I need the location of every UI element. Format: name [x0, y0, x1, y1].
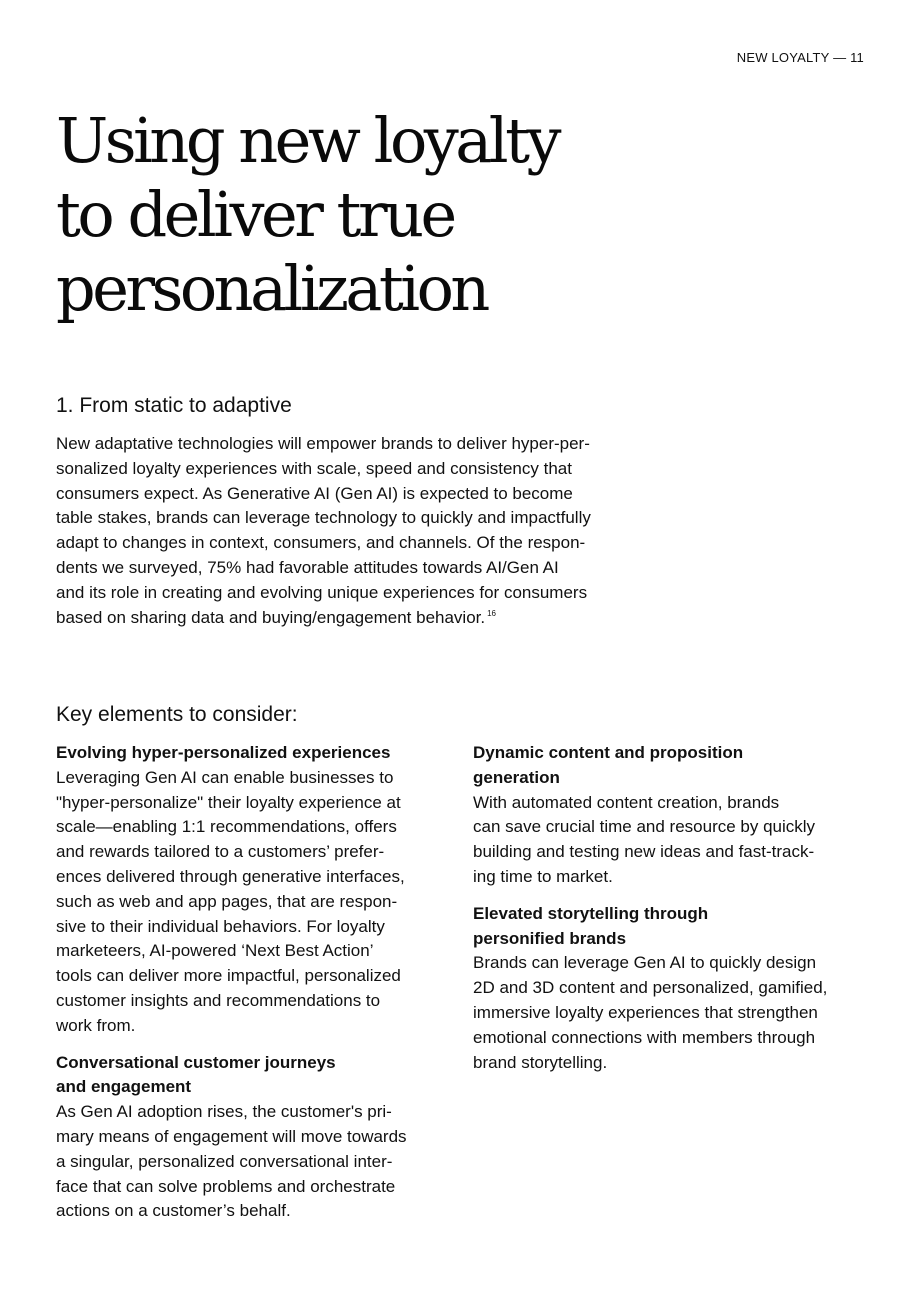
- intro-line: [56, 606, 676, 631]
- intro-line: New adaptative technologies will empower brands to deliver hyper-per-: [56, 434, 590, 453]
- key-element-body-line: work from.: [56, 1015, 136, 1035]
- key-elements-left-column: [56, 741, 456, 1236]
- key-element-body-line: scale—enabling 1:1 recommendations, offers: [56, 817, 397, 837]
- intro-paragraph: [56, 432, 676, 630]
- key-element-body-line: immersive loyalty experiences that strengthen: [473, 1002, 818, 1022]
- key-element-body-line: face that can solve problems and orchestrate: [56, 1176, 396, 1196]
- page-title-line: Using new loyalty: [56, 104, 559, 177]
- running-header: NEW LOYALTY — 11: [736, 50, 864, 65]
- key-element-body-line: emotional connections with members through: [473, 1027, 816, 1047]
- key-element-title: [56, 741, 456, 766]
- key-element-body-line: such as web and app pages, that are respon-: [56, 891, 398, 911]
- key-element-title-line: Elevated storytelling through: [473, 903, 709, 923]
- key-elements-right-column: [473, 741, 873, 1087]
- key-element-body-line: actions on a customer’s behalf.: [56, 1201, 291, 1221]
- key-element-title-line: Conversational customer journeys: [56, 1052, 336, 1072]
- intro-line: sonalized loyalty experiences with scale, speed and consistency that: [56, 458, 572, 478]
- key-element-body: [56, 766, 456, 1039]
- key-element-body-line: Brands can leverage Gen AI to quickly design: [473, 953, 817, 973]
- intro-line: dents we surveyed, 75% had favorable attitudes towards AI/Gen AI: [56, 557, 559, 577]
- key-element-body-line: With automated content creation, brands: [473, 792, 780, 812]
- page-title-line: to deliver true: [56, 178, 454, 251]
- key-element-body-line: ences delivered through generative interfaces,: [56, 866, 405, 886]
- key-element-body-line: can save crucial time and resource by quickly: [473, 817, 816, 837]
- key-element-item: [56, 1051, 456, 1225]
- key-element-body-line: sive to their individual behaviors. For loyalty: [56, 916, 385, 936]
- page-title: [56, 104, 676, 326]
- key-element-body: [473, 791, 873, 890]
- key-element-body-line: building and testing new ideas and fast-track-: [473, 842, 815, 862]
- key-element-title: [473, 741, 873, 791]
- intro-line: adapt to changes in context, consumers, and channels. Of the respon-: [56, 533, 586, 553]
- intro-line: table stakes, brands can leverage technology to quickly and impactfully: [56, 508, 591, 528]
- key-element-item: [473, 741, 873, 890]
- key-element-body-line: As Gen AI adoption rises, the customer's pri-: [56, 1102, 392, 1122]
- key-element-body-line: a singular, personalized conversational inter-: [56, 1151, 393, 1171]
- intro-line: consumers expect. As Generative AI (Gen AI) is expected to become: [56, 483, 573, 503]
- key-element-title-line: Evolving hyper-personalized experiences: [56, 743, 391, 762]
- key-elements-heading: Key elements to consider:: [56, 703, 298, 726]
- key-element-title: [473, 902, 873, 952]
- key-element-title-line: personified brands: [473, 928, 627, 948]
- key-element-body-line: 2D and 3D content and personalized, gamified,: [473, 978, 828, 998]
- key-element-body: [473, 951, 873, 1075]
- key-element-body-line: and rewards tailored to a customers’ prefer-: [56, 842, 385, 862]
- section-heading: 1. From static to adaptive: [56, 394, 292, 417]
- key-element-body-line: ing time to market.: [473, 866, 613, 886]
- key-element-title-line: Dynamic content and proposition: [473, 743, 744, 762]
- key-element-title-line: generation: [473, 767, 560, 787]
- key-element-body-line: "hyper-personalize" their loyalty experience at: [56, 792, 401, 812]
- key-element-body-line: marketeers, AI-powered ‘Next Best Action’: [56, 941, 374, 961]
- intro-line: and its role in creating and evolving unique experiences for consumers: [56, 582, 588, 602]
- key-element-body-line: brand storytelling.: [473, 1052, 608, 1072]
- key-element-item: [56, 741, 456, 1039]
- key-element-body: [56, 1100, 456, 1224]
- key-element-body-line: Leveraging Gen AI can enable businesses to: [56, 767, 394, 787]
- intro-line-text: based on sharing data and buying/engagement behavior.: [56, 607, 486, 627]
- key-element-title: [56, 1051, 456, 1101]
- key-element-body-line: customer insights and recommendations to: [56, 990, 381, 1010]
- key-element-body-line: mary means of engagement will move towards: [56, 1126, 407, 1146]
- page-title-line: personalization: [56, 252, 487, 325]
- key-element-body-line: tools can deliver more impactful, personalized: [56, 966, 401, 986]
- key-element-item: [473, 902, 873, 1076]
- key-element-title-line: and engagement: [56, 1077, 192, 1097]
- footnote-reference: 16: [487, 608, 497, 618]
